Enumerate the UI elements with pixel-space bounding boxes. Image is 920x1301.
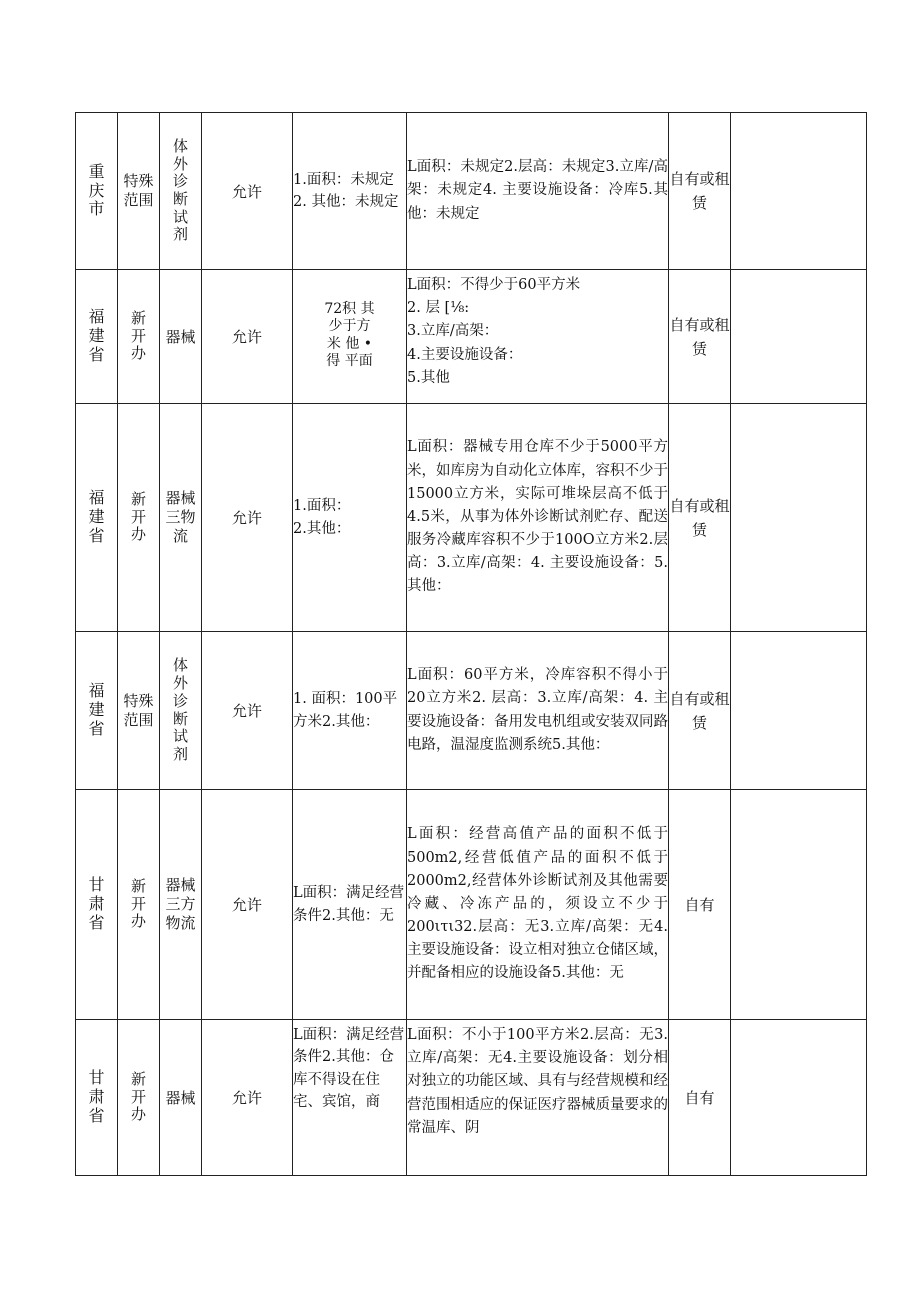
requirements-table [75, 112, 867, 1176]
province-cell: 福建省 [76, 404, 118, 632]
note-cell [731, 270, 867, 404]
category-cell: 器械 [160, 1020, 202, 1176]
type-cell: 特殊范围 [118, 632, 160, 790]
ownership-cell: 自有 [669, 1020, 731, 1176]
note-cell [731, 113, 867, 270]
type-cell: 新开办 [118, 790, 160, 1020]
table-row [76, 270, 867, 404]
province-cell: 重庆市 [76, 113, 118, 270]
basic-requirement-cell: L面积：满足经营条件2.其他：无 [293, 790, 407, 1020]
basic-requirement-cell: 72积 其少于方米 他 •得 平面 [293, 270, 407, 404]
category-cell: 体外诊断试剂 [160, 632, 202, 790]
basic-requirement-cell: L面积：满足经营条件2.其他：仓库不得设在住宅、宾馆，商 [293, 1020, 407, 1176]
note-cell [731, 790, 867, 1020]
permit-cell: 允许 [202, 632, 293, 790]
basic-requirement-cell: 1.面积： 2.其他： [293, 404, 407, 632]
province-cell: 福建省 [76, 270, 118, 404]
ownership-cell: 自有或租赁 [669, 632, 731, 790]
note-cell [731, 632, 867, 790]
category-cell: 器械 [160, 270, 202, 404]
detail-requirement-cell: L面积：60平方米，冷库容积不得小于20立方米2. 层高：3.立库/高架：4. 主要设施设备：备用发电机组或安装双同路电路，温湿度监测系统5.其他： [407, 632, 669, 790]
ownership-cell: 自有或租赁 [669, 404, 731, 632]
table-row [76, 790, 867, 1020]
type-cell: 特殊范围 [118, 113, 160, 270]
table-row [76, 1020, 867, 1176]
ownership-cell: 自有或租赁 [669, 270, 731, 404]
type-cell: 新开办 [118, 270, 160, 404]
type-cell: 新开办 [118, 1020, 160, 1176]
permit-cell: 允许 [202, 270, 293, 404]
detail-requirement-cell: L面积：不小于100平方米2.层高：无3.立库/高架：无4.主要设施设备：划分相对独立的功能区域、具有与经营规模和经营范围相适应的保证医疗器械质量要求的常温库、阴 [407, 1020, 669, 1176]
province-cell: 甘肃省 [76, 790, 118, 1020]
basic-requirement-cell: 1. 面积：100平方米2.其他： [293, 632, 407, 790]
table-row [76, 113, 867, 270]
table-row [76, 404, 867, 632]
detail-requirement-cell: L面积：不得少于60平方米 2. 层 [⅛: 3.立库/高架： 4.主要设施设备： 5.其他 [407, 270, 669, 404]
permit-cell: 允许 [202, 404, 293, 632]
detail-requirement-cell: L面积：未规定2.层高：未规定3.立库/高架：未规定4. 主要设施设备：冷库5.其他：未规定 [407, 113, 669, 270]
basic-requirement-cell: 1.面积：未规定2. 其他：未规定 [293, 113, 407, 270]
ownership-cell: 自有 [669, 790, 731, 1020]
category-cell: 体外诊断试剂 [160, 113, 202, 270]
permit-cell: 允许 [202, 113, 293, 270]
permit-cell: 允许 [202, 790, 293, 1020]
note-cell [731, 1020, 867, 1176]
detail-requirement-cell: L面积：经营高值产品的面积不低于500m2,经营低值产品的面积不低于2000m2,经营体外诊断试剂及其他需要冷藏、冷冻产品的，须设立不少于200ιτι32.层高：无3.立库/高架：无4. 主要设施设备：设立相对独立仓储区域，并配备相应的设施设备5.其他：无 [407, 790, 669, 1020]
province-cell: 甘肃省 [76, 1020, 118, 1176]
ownership-cell: 自有或租赁 [669, 113, 731, 270]
note-cell [731, 404, 867, 632]
category-cell: 器械三方物流 [160, 790, 202, 1020]
detail-requirement-cell: L面积：器械专用仓库不少于5000平方米，如库房为自动化立体库，容积不少于15000立方米，实际可堆垛层高不低于4.5米，从事为体外诊断试剂贮存、配送服务冷藏库容积不少于100O立方米2.层高：3.立库/高架：4. 主要设施设备：5.其他： [407, 404, 669, 632]
type-cell: 新开办 [118, 404, 160, 632]
province-cell: 福建省 [76, 632, 118, 790]
category-cell: 器械三物流 [160, 404, 202, 632]
table-row [76, 632, 867, 790]
permit-cell: 允许 [202, 1020, 293, 1176]
